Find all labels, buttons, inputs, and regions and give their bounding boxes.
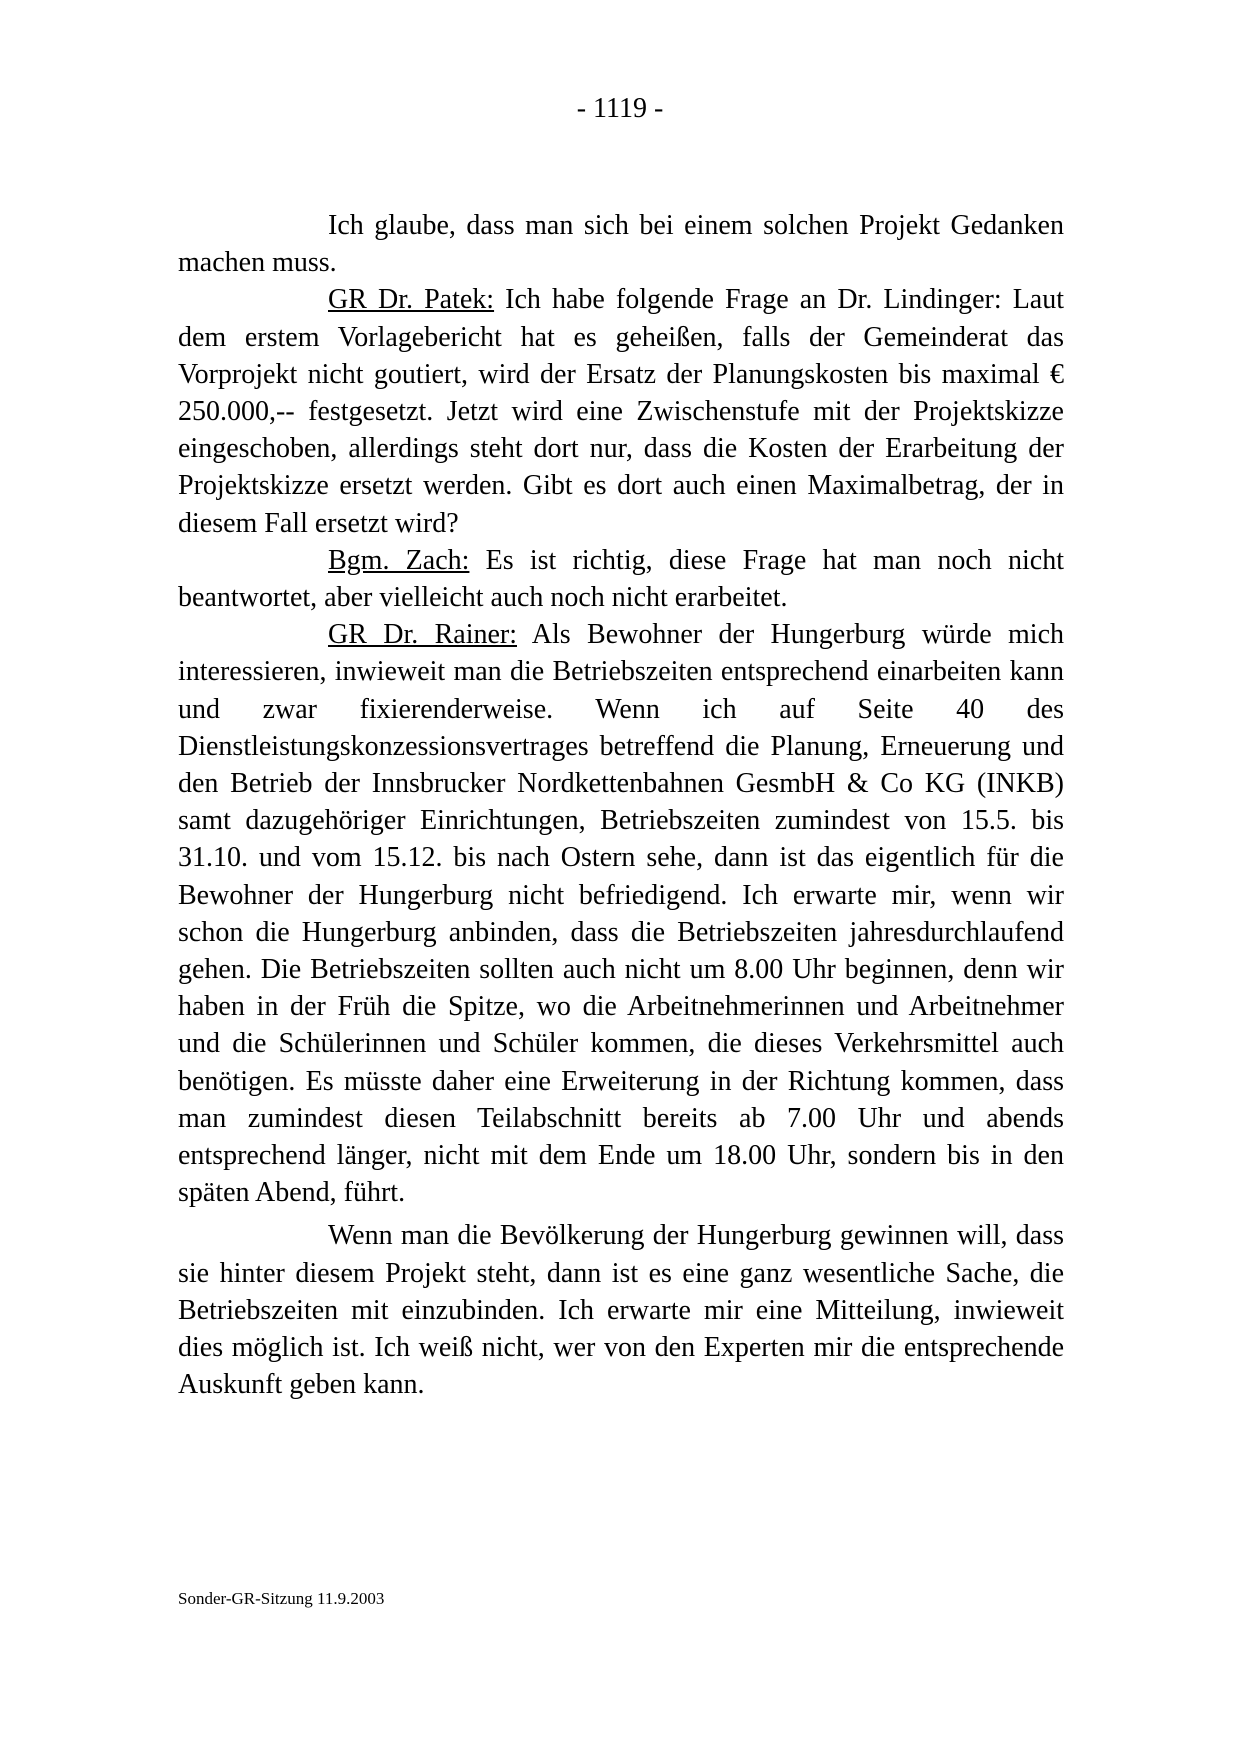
paragraph-text: Es ist richtig, diese Frage hat man noch nicht beantwortet, aber vielleicht auch noch nicht erarbeitet.	[178, 544, 1065, 614]
speaker-name: Bgm. Zach:	[328, 544, 470, 576]
paragraph-rainer	[178, 616, 1064, 1211]
speaker-name: GR Dr. Rainer:	[328, 619, 517, 651]
paragraph-text: Wenn man die Bevölkerung der Hungerburg gewinnen will, dass sie hinter diesem Projekt steht, dann ist es eine ganz wesentliche Sache, die Betriebszeiten mit einzubinden. Ich erwarte mir eine Mitteilung, inwieweit dies möglich ist. Ich weiß nicht, wer von den Experten mir die entsprechende Auskunft geben kann.	[178, 1220, 1064, 1401]
paragraph-zach	[178, 542, 1064, 616]
paragraph-continuation	[178, 1217, 1064, 1403]
speaker-name: GR Dr. Patek:	[328, 284, 495, 316]
paragraph-patek	[178, 281, 1064, 541]
paragraph-opening	[178, 207, 1064, 281]
page-number: - 1119 -	[576, 93, 664, 124]
paragraph-text: Ich glaube, dass man sich bei einem solchen Projekt Gedanken machen muss.	[178, 210, 1064, 279]
paragraph-text: Als Bewohner der Hungerburg würde mich interessieren, inwieweit man die Betriebszeiten entsprechend einarbeiten kann und zwar fixierenderweise. Wenn ich auf Seite 40 des Dienstleistungskonzessionsvertrages betreffend die Planung, Erneuerung und den Betrieb der Innsbrucker Nordkettenbahnen GesmbH & Co KG (INKB) samt dazugehöriger Einrichtungen, Betriebszeiten zumindest von 15.5. bis 31.10. und vom 15.12. bis nach Ostern sehe, dann ist das eigentlich für die Bewohner der Hungerburg nicht befriedigend. Ich erwarte mir, wenn wir schon die Hungerburg anbinden, dass die Betriebszeiten jahresdurchlaufend gehen. Die Betriebszeiten sollten auch nicht um 8.00 Uhr beginnen, denn wir haben in der Früh die Spitze, wo die Arbeitnehmerinnen und Arbeitnehmer und die Schülerinnen und Schüler kommen, die dieses Verkehrsmittel auch benötigen. Es müsste daher eine Erweiterung in der Richtung kommen, dass man zumindest diesen Teilabschnitt bereits ab 7.00 Uhr und abends entsprechend länger, nicht mit dem Ende um 18.00 Uhr, sondern bis in den späten Abend, führt.	[178, 619, 1064, 1209]
paragraph-text: Ich habe folgende Frage an Dr. Lindinger: Laut dem erstem Vorlagebericht hat es geheißen, falls der Gemeinderat das Vorprojekt nicht goutiert, wird der Ersatz der Planungskosten bis maximal € 250.000,-- festgesetzt. Jetzt wird eine Zwischenstufe mit der Projektskizze eingeschoben, allerdings steht dort nur, dass die Kosten der Erarbeitung der Projektskizze ersetzt werden. Gibt es dort auch einen Maximalbetrag, der in diesem Fall ersetzt wird?	[178, 284, 1064, 539]
document-body	[178, 207, 1064, 1404]
footer-session-label: Sonder-GR-Sitzung 11.9.2003	[178, 1589, 385, 1608]
